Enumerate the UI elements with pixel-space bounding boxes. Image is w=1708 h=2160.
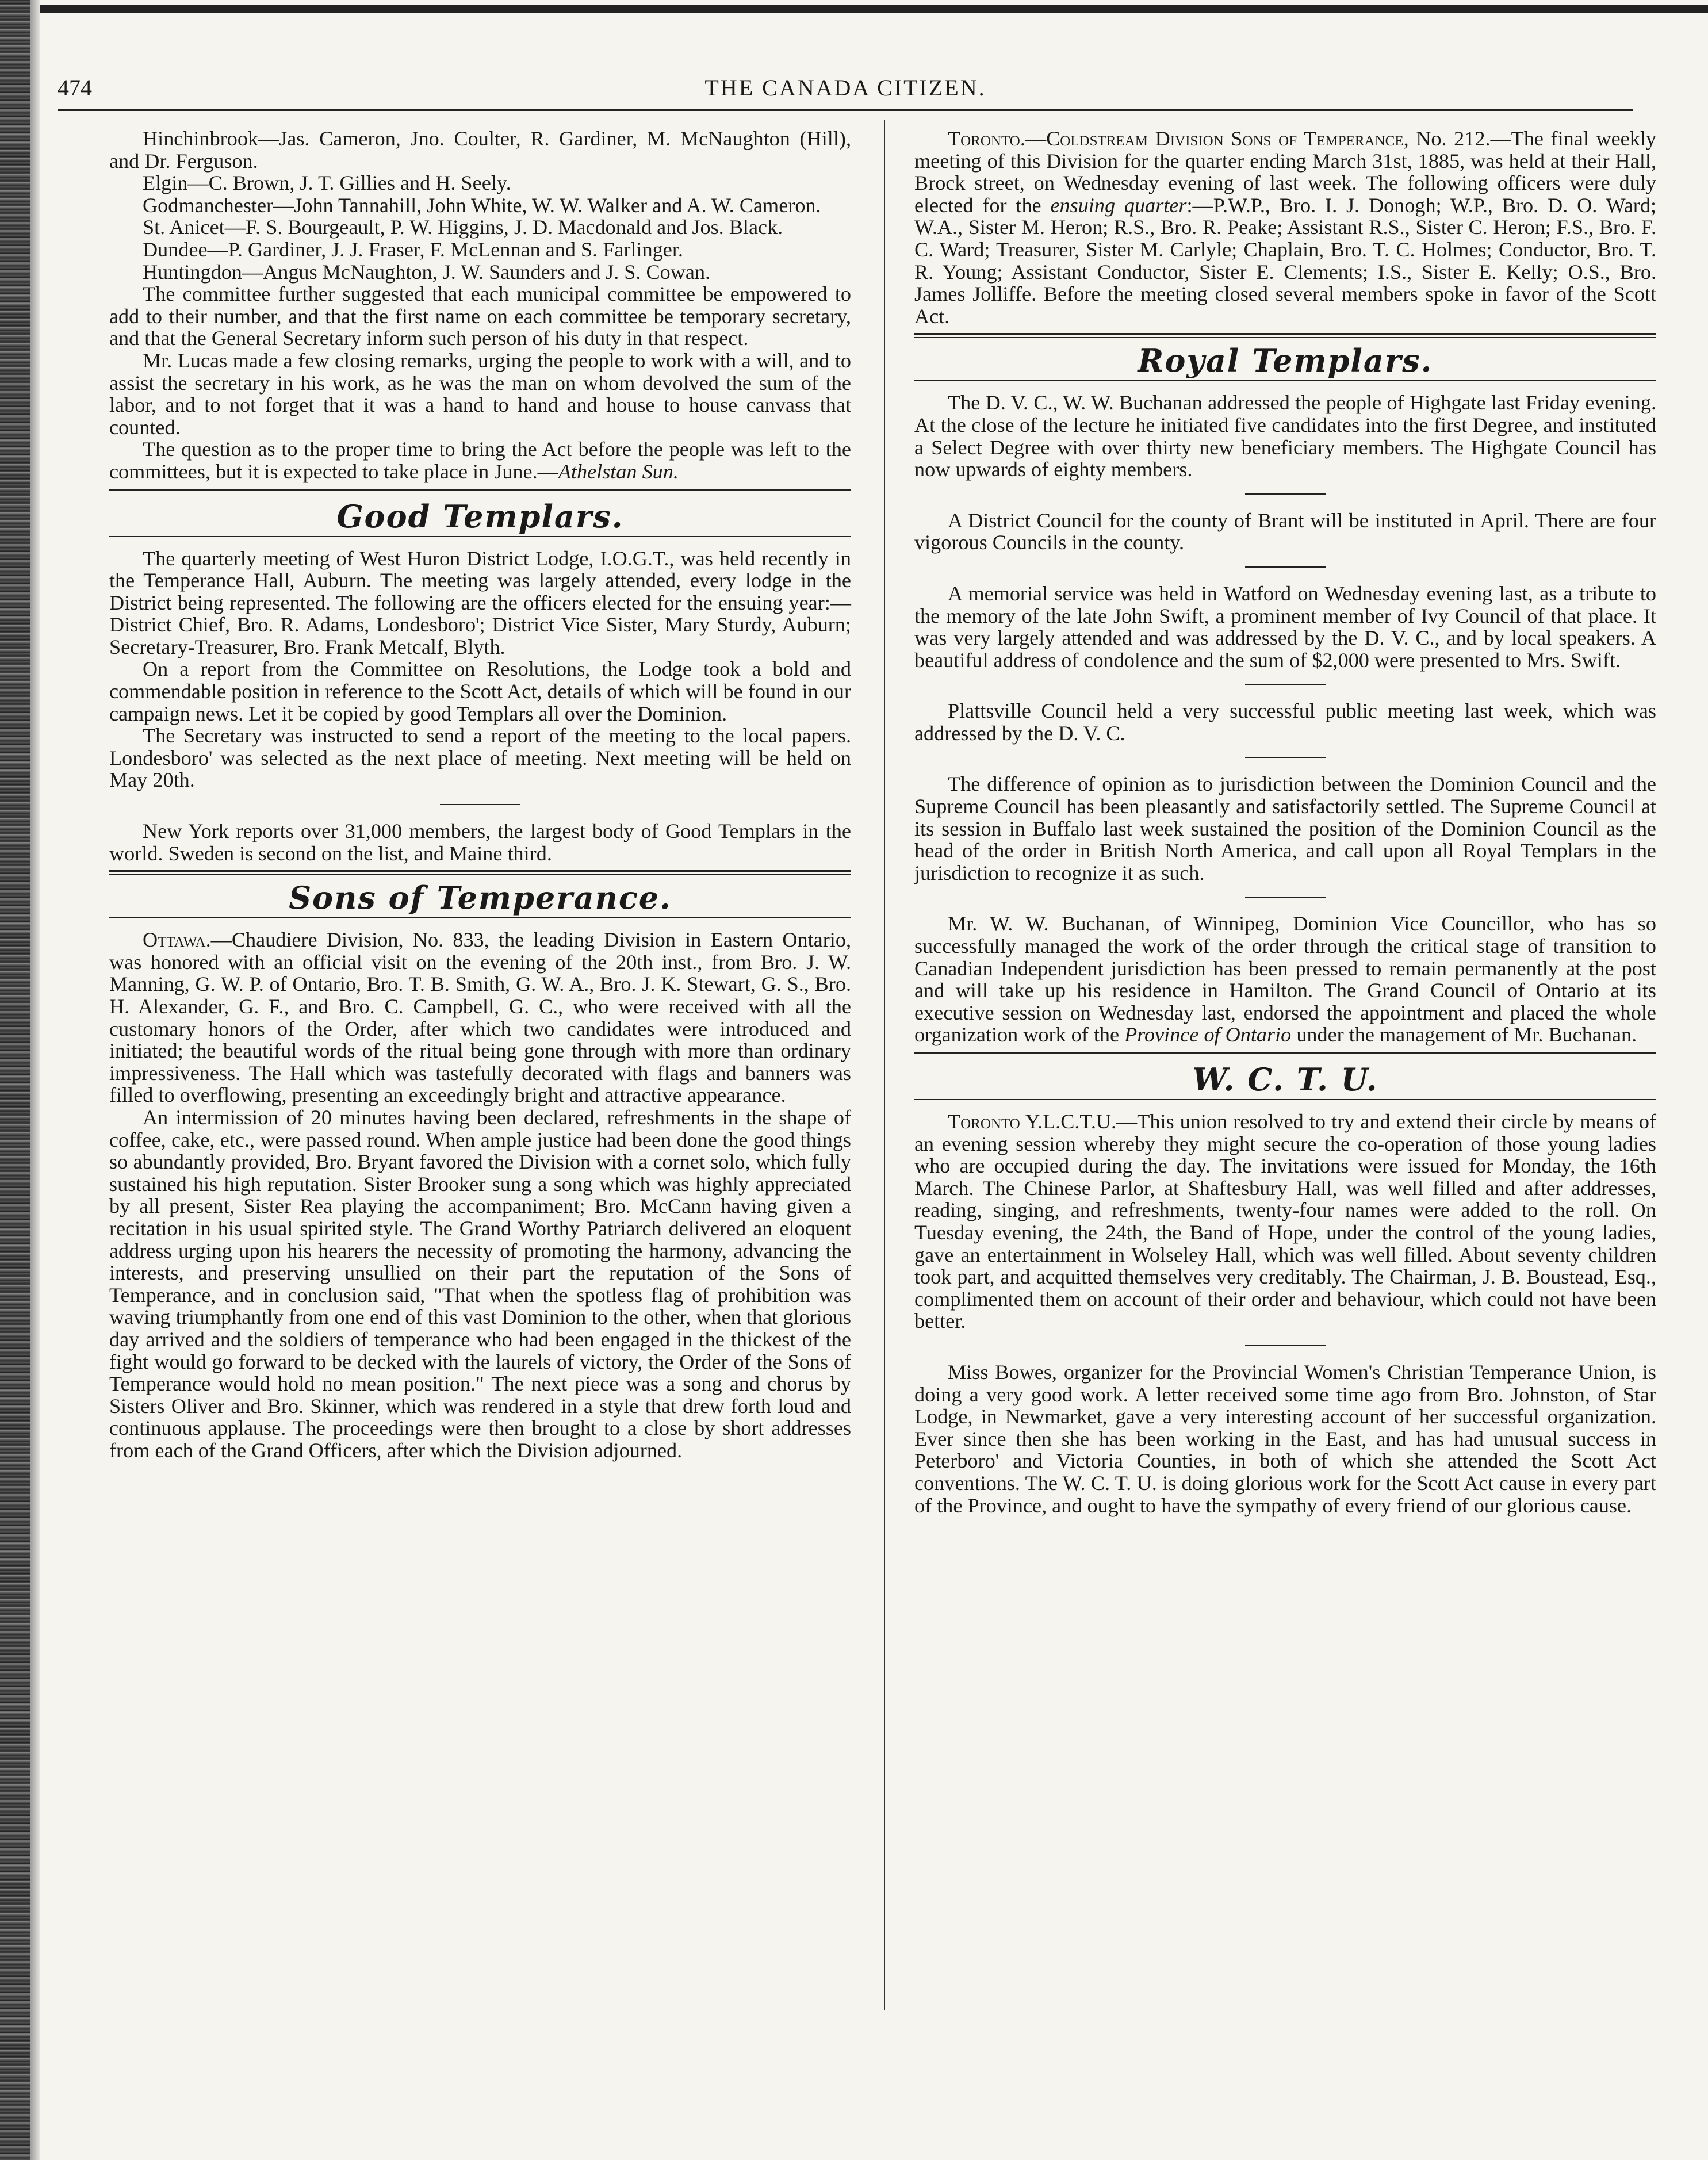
good-templars-p4: New York reports over 31,000 members, the largest body of Good Templars in the world. Sweden is second on the list, and Maine third. <box>109 819 851 865</box>
section-rule <box>109 489 851 493</box>
good-templars-p1: The quarterly meeting of West Huron District Lodge, I.O.G.T., was held recently in the Temperance Hall, Auburn. The meeting was largely attended, every lodge in the District being represented. The following are the officers elected for the ensuing year:—District Chief, Bro. R. Adams, Londesboro'; District Vice Sister, Mary Sturdy, Auburn; Secretary-Treasurer, Bro. Frank Metcalf, Blyth. <box>109 546 851 658</box>
dateline-ottawa: Ottawa. <box>143 928 211 952</box>
buchanan-rest: under the management of Mr. Buchanan. <box>1291 1023 1637 1047</box>
royal-templars-p3: A memorial service was held in Watford on Wednesday evening last, as a tribute to the memory of the late John Swift, a prominent member of Ivy Council of that place. It was very largely attended and was addressed by the D. V. C., and by local speakers. A beautiful address of condolence and the sum of $2,000 were presented to Mrs. Swift. <box>914 581 1656 672</box>
wctu-toronto-text: Y.L.C.T.U.—This union resolved to try and extend their circle by means of an evening session whereby they might secure the co-operation of those young ladies who are occupied during the day. The invitations were issued for Monday, the 16th March. The Chinese Parlor, at Shaftesbury Hall, was well filled and after addresses, reading, singing, and refreshments, twenty-four names were added to the roll. On Tuesday evening, the 24th, the Band of Hope, under the control of the young ladies, gave an entertainment in Wolseley Hall, which was well filled. About seventy children took part, and acquitted themselves very creditably. The Chairman, J. B. Boustead, Esq., complimented them on account of their order and behaviour, which could not have been better. <box>914 1110 1656 1333</box>
committee-huntingdon: Huntingdon—Angus McNaughton, J. W. Saunders and J. S. Cowan. <box>143 260 711 284</box>
committee-godmanchester: Godmanchester—John Tannahill, John White, W. W. Walker and A. W. Cameron. <box>143 193 821 217</box>
heading-royal-templars: Royal Templars. <box>1138 342 1433 380</box>
heading-good-templars: Good Templars. <box>336 497 624 535</box>
coldstream-officers: :—P.W.P., Bro. I. J. Donogh; W.P., Bro. D. O. Ward; W.A., Sister M. Heron; R.S., Bro. R. Peake; Assistant R.S., Sister C. Heron; F.S., Bro. F. C. Ward; Treasurer, Sister M. Carlyle; Chaplain, Bro. T. C. Holmes; Conductor, Bro. T. R. Young; Assistant Conductor, Sister E. Clements; I.S., Sister E. Kelly; O.S., Bro. James Jolliffe. Before the meeting closed several members spoke in favor of the Scott Act. <box>914 193 1657 328</box>
coldstream-italic: ensuing quarter <box>1050 193 1187 217</box>
right-column <box>914 128 1656 1516</box>
page-edge-gutter <box>30 0 40 2160</box>
royal-templars-p5: The difference of opinion as to jurisdiction between the Dominion Council and the Supreme Council has been pleasantly and satisfactorily settled. The Supreme Council at its session in Buffalo last week sustained the position of the Dominion Council as the head of the order in British North America, and call upon all Royal Templars in the jurisdiction to recognize it as such. <box>914 772 1656 884</box>
heading-rule <box>109 917 851 918</box>
sons-ottawa-p2: An intermission of 20 minutes having been declared, refreshments in the shape of coffee, cake, etc., were passed round. When ample justice had been done the good things so abundantly provided, Bro. Bryant favored the Division with a cornet solo, which fully sustained his high reputation. Sister Brooker sung a song which was highly appreciated by all present, Sister Rea playing the accompaniment; Bro. McCann having given a recitation in his usual spirited style. The Grand Worthy Patriarch delivered an eloquent address urging upon his hearers the necessity of promoting the harmony, advancing the interests, and preserving unsullied on their part the reputation of the Sons of Temperance, and in conclusion said, "That when the spotless flag of prohibition was waving triumphantly from one end of this vast Dominion to the other, when that glorious day arrived and the soldiers of temperance who had been engaged in the thickest of the fight would go forward to be decked with the laurels of victory, the Order of the Sons of Temperance would hold no mean position." The next piece was a song and chorus by Sisters Oliver and Bro. Skinner, which was rendered in a style that drew forth loud and continuous applause. The proceedings were then brought to a close by short addresses from each of the Grand Officers, after which the Division adjourned. <box>109 1105 851 1462</box>
sons-ottawa-text: —Chaudiere Division, No. 833, the leading Division in Eastern Ontario, was honored with an official visit on the evening of the 20th inst., from Bro. J. W. Manning, G. W. P. of Ontario, Bro. T. B. Smith, G. W. A., Bro. J. K. Stewart, G. S., Bro. H. Alexander, G. F., and Bro. C. Campbell, G. C., who were received with all the customary honors of the Order, after which two candidates were introduced and initiated; the beautiful words of the ritual being gone through with more than ordinary impressiveness. The Hall which was tastefully decorated with flags and banners was filled to overflowing, presenting an exceedingly bright and attractive appearance. <box>109 928 851 1107</box>
heading-rule <box>109 536 851 537</box>
act-timing-text: The question as to the proper time to bring the Act before the people was left to the committees, but it is expected to take place in June.— <box>109 438 851 483</box>
coldstream-division-name: —Coldstream Division Sons of Temperance, <box>1025 127 1409 150</box>
committee-st-anicet: St. Anicet—F. S. Bourgeault, P. W. Higgins, J. D. Macdonald and Jos. Black. <box>143 216 783 239</box>
royal-templars-p4: Plattsville Council held a very successful public meeting last week, which was addressed by the D. V. C. <box>914 699 1656 745</box>
short-separator <box>1245 566 1326 568</box>
heading-rule <box>914 1099 1656 1100</box>
wctu-toronto-paragraph <box>914 1110 1656 1332</box>
top-border-rule <box>40 5 1708 13</box>
short-separator <box>1245 493 1326 495</box>
buchanan-italic: Province of Ontario <box>1124 1023 1292 1047</box>
left-column <box>109 128 851 1461</box>
committee-dundee: Dundee—P. Gardiner, J. J. Fraser, F. McLennan and S. Farlinger. <box>143 238 683 261</box>
page-edge-shadow <box>0 0 30 2160</box>
section-rule <box>109 870 851 875</box>
royal-templars-p6 <box>914 913 1656 1046</box>
good-templars-p2: On a report from the Committee on Resolutions, the Lodge took a bold and commendable position in reference to the Scott Act, details of which will be found in our campaign news. Let it be copied by good Templars all over the Dominion. <box>109 657 851 725</box>
coldstream-division-paragraph <box>914 128 1656 327</box>
royal-templars-p1: The D. V. C., W. W. Buchanan addressed the people of Highgate last Friday evening. At the close of the lecture he initiated five candidates into the first Degree, and instituted a Select Degree with over thirty new beneficiary members. The Highgate Council has now upwards of eighty members. <box>914 391 1656 481</box>
wctu-bowes-paragraph: Miss Bowes, organizer for the Provincial Women's Christian Temperance Union, is doing a very good work. A letter received some time ago from Bro. Johnston, of Star Lodge, in Newmarket, gave a very interesting account of her successful organization. Ever since then she has been working in the East, and has had unusual success in Peterboro' and Victoria Counties, in both of which she attended the Scott Act conventions. The W. C. T. U. is doing glorious work for the Scott Act cause in every part of the Province, and ought to have the sympathy of every friend of our glorious cause. <box>914 1360 1656 1517</box>
coldstream-text: No. 212.—The final weekly meeting of this Division for the quarter ending March 31st, 1885, was held at their Hall, Brock street, on Wednesday evening of last week. The following officers were duly elected for the <box>914 127 1656 217</box>
column-divider <box>884 120 885 2010</box>
heading-sons-of-temperance: Sons of Temperance. <box>289 879 672 917</box>
heading-rule <box>914 380 1656 381</box>
buchanan-text: Mr. W. W. Buchanan, of Winnipeg, Dominion Vice Councillor, who has so successfully managed the work of the order through the critical stage of transition to Canadian Independent jurisdiction has been pressed to remain permanently at the post and will take up his residence in Hamilton. The Grand Council of Ontario at its executive session on Wednesday last, endorsed the appointment and placed the whole organization work of the <box>914 912 1656 1047</box>
short-separator <box>1245 684 1326 685</box>
section-rule <box>914 333 1656 338</box>
lucas-remarks: Mr. Lucas made a few closing remarks, urging the people to work with a will, and to assist the secretary in his work, as he was the man on whom devolved the sum of the labor, and to not forget that it was a hand to hand and house to house canvass that counted. <box>109 348 851 439</box>
short-separator <box>440 804 520 805</box>
dateline-toronto: Toronto. <box>948 127 1025 150</box>
page-header <box>58 74 1633 114</box>
section-rule <box>914 1052 1656 1056</box>
short-separator <box>1245 757 1326 758</box>
dateline-toronto-ylctu: Toronto <box>948 1110 1020 1133</box>
short-separator <box>1245 1345 1326 1346</box>
heading-wctu: W. C. T. U. <box>1192 1061 1378 1098</box>
royal-templars-p2: A District Council for the county of Brant will be instituted in April. There are four vigorous Councils in the county. <box>914 508 1656 554</box>
header-rule <box>58 109 1633 113</box>
short-separator <box>1245 897 1326 898</box>
page-number: 474 <box>58 75 92 101</box>
masthead-title: THE CANADA CITIZEN. <box>704 75 986 101</box>
sons-ottawa-p1 <box>109 929 851 1106</box>
committee-suggestion: The committee further suggested that each municipal committee be empowered to add to their number, and that the first name on each committee be temporary secretary, and that the General Secretary inform such person of his duty in that respect. <box>109 282 851 350</box>
source-credit: Athelstan Sun. <box>558 459 679 483</box>
committee-elgin: Elgin—C. Brown, J. T. Gillies and H. Seely. <box>143 171 511 195</box>
act-timing-paragraph <box>109 438 851 482</box>
committee-hinchinbrook: Hinchinbrook—Jas. Cameron, Jno. Coulter, R. Gardiner, M. McNaughton (Hill), and Dr. Ferguson. <box>109 127 851 173</box>
good-templars-p3: The Secretary was instructed to send a report of the meeting to the local papers. Londesboro' was selected as the next place of meeting. Next meeting will be held on May 20th. <box>109 724 851 792</box>
